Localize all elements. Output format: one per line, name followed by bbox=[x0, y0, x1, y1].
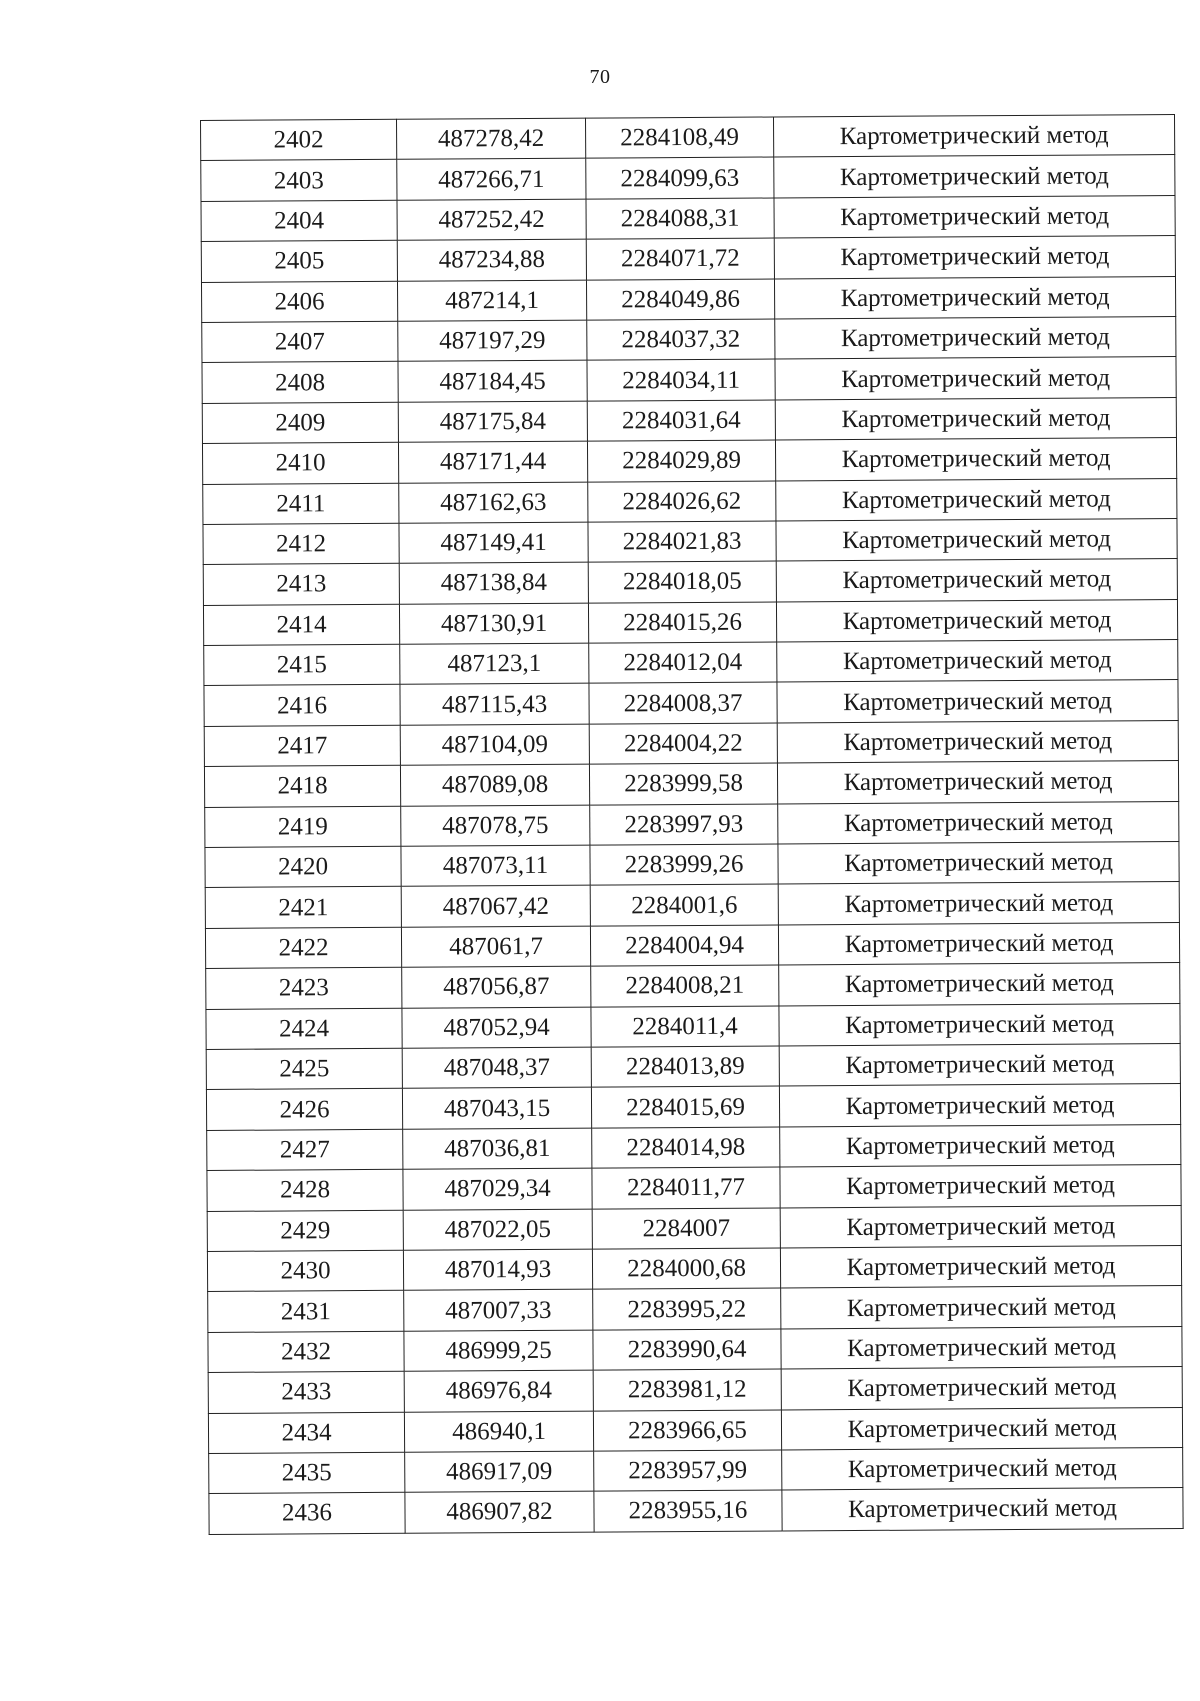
x-coordinate-cell: 487048,37 bbox=[402, 1047, 591, 1089]
x-coordinate-cell: 487162,63 bbox=[399, 482, 588, 524]
point-number-cell: 2412 bbox=[203, 523, 399, 565]
point-number-cell: 2402 bbox=[201, 119, 397, 161]
method-cell: Картометрический метод bbox=[778, 801, 1179, 844]
method-cell: Картометрический метод bbox=[780, 1165, 1181, 1208]
table-row bbox=[205, 882, 1179, 928]
coordinates-table bbox=[200, 114, 1184, 1535]
y-coordinate-cell: 2283955,16 bbox=[594, 1490, 782, 1532]
table-row bbox=[208, 1326, 1182, 1372]
table-row bbox=[206, 1003, 1180, 1049]
point-number-cell: 2411 bbox=[203, 483, 399, 525]
x-coordinate-cell: 487115,43 bbox=[400, 684, 589, 726]
method-cell: Картометрический метод bbox=[778, 922, 1179, 965]
method-cell: Картометрический метод bbox=[781, 1286, 1182, 1329]
point-number-cell: 2424 bbox=[206, 1008, 402, 1050]
x-coordinate-cell: 487214,1 bbox=[397, 280, 586, 322]
table-row bbox=[201, 195, 1175, 241]
y-coordinate-cell: 2284004,94 bbox=[590, 925, 778, 967]
x-coordinate-cell: 487175,84 bbox=[398, 401, 587, 443]
method-cell: Картометрический метод bbox=[781, 1407, 1182, 1450]
y-coordinate-cell: 2284007 bbox=[592, 1208, 780, 1250]
y-coordinate-cell: 2284049,86 bbox=[586, 279, 774, 321]
x-coordinate-cell: 487278,42 bbox=[396, 118, 585, 160]
y-coordinate-cell: 2284012,04 bbox=[589, 642, 777, 684]
x-coordinate-cell: 487149,41 bbox=[399, 522, 588, 564]
x-coordinate-cell: 487130,91 bbox=[399, 603, 588, 645]
table-row bbox=[201, 236, 1175, 282]
y-coordinate-cell: 2283995,22 bbox=[593, 1288, 781, 1330]
y-coordinate-cell: 2284108,49 bbox=[585, 117, 773, 159]
table-row bbox=[203, 559, 1177, 605]
table-row bbox=[202, 357, 1176, 403]
table-row bbox=[207, 1205, 1181, 1251]
y-coordinate-cell: 2284031,64 bbox=[587, 400, 775, 442]
x-coordinate-cell: 487022,05 bbox=[403, 1209, 592, 1251]
method-cell: Картометрический метод bbox=[773, 115, 1174, 158]
method-cell: Картометрический метод bbox=[775, 357, 1176, 400]
point-number-cell: 2426 bbox=[206, 1089, 402, 1131]
point-number-cell: 2434 bbox=[208, 1412, 404, 1454]
method-cell: Картометрический метод bbox=[776, 559, 1177, 602]
point-number-cell: 2416 bbox=[204, 685, 400, 727]
y-coordinate-cell: 2284011,4 bbox=[591, 1006, 779, 1048]
x-coordinate-cell: 487123,1 bbox=[400, 643, 589, 685]
x-coordinate-cell: 487036,81 bbox=[403, 1128, 592, 1170]
point-number-cell: 2410 bbox=[202, 442, 398, 484]
table-row bbox=[201, 155, 1175, 201]
method-cell: Картометрический метод bbox=[780, 1205, 1181, 1248]
y-coordinate-cell: 2284029,89 bbox=[587, 440, 775, 482]
method-cell: Картометрический метод bbox=[782, 1447, 1183, 1490]
x-coordinate-cell: 487067,42 bbox=[401, 886, 590, 928]
x-coordinate-cell: 487052,94 bbox=[402, 1007, 591, 1049]
y-coordinate-cell: 2283981,12 bbox=[593, 1369, 781, 1411]
y-coordinate-cell: 2283990,64 bbox=[593, 1329, 781, 1371]
point-number-cell: 2420 bbox=[205, 846, 401, 888]
method-cell: Картометрический метод bbox=[775, 397, 1176, 440]
table-row bbox=[201, 115, 1175, 161]
table-row bbox=[208, 1286, 1182, 1332]
point-number-cell: 2419 bbox=[205, 806, 401, 848]
x-coordinate-cell: 487104,09 bbox=[400, 724, 589, 766]
x-coordinate-cell: 487007,33 bbox=[404, 1289, 593, 1331]
y-coordinate-cell: 2284015,26 bbox=[588, 602, 776, 644]
y-coordinate-cell: 2284013,89 bbox=[591, 1046, 779, 1088]
x-coordinate-cell: 487056,87 bbox=[402, 966, 591, 1008]
table-row bbox=[209, 1447, 1183, 1493]
x-coordinate-cell: 486999,25 bbox=[404, 1330, 593, 1372]
point-number-cell: 2421 bbox=[205, 887, 401, 929]
x-coordinate-cell: 487184,45 bbox=[398, 360, 587, 402]
table-row bbox=[207, 1245, 1181, 1291]
x-coordinate-cell: 487078,75 bbox=[401, 805, 590, 847]
point-number-cell: 2429 bbox=[207, 1210, 403, 1252]
y-coordinate-cell: 2284000,68 bbox=[592, 1248, 780, 1290]
table-row bbox=[203, 599, 1177, 645]
y-coordinate-cell: 2284034,11 bbox=[587, 359, 775, 401]
method-cell: Картометрический метод bbox=[781, 1326, 1182, 1369]
table-row bbox=[206, 1084, 1180, 1130]
point-number-cell: 2418 bbox=[204, 766, 400, 808]
point-number-cell: 2404 bbox=[201, 200, 397, 242]
method-cell: Картометрический метод bbox=[780, 1245, 1181, 1288]
point-number-cell: 2435 bbox=[209, 1452, 405, 1494]
table-row bbox=[206, 963, 1180, 1009]
y-coordinate-cell: 2284004,22 bbox=[589, 723, 777, 765]
table-row bbox=[208, 1407, 1182, 1453]
point-number-cell: 2415 bbox=[204, 644, 400, 686]
y-coordinate-cell: 2283999,58 bbox=[589, 763, 777, 805]
method-cell: Картометрический метод bbox=[776, 478, 1177, 521]
point-number-cell: 2406 bbox=[201, 281, 397, 323]
table-row bbox=[205, 922, 1179, 968]
table-row bbox=[208, 1367, 1182, 1413]
method-cell: Картометрический метод bbox=[775, 438, 1176, 481]
method-cell: Картометрический метод bbox=[776, 599, 1177, 642]
point-number-cell: 2427 bbox=[207, 1129, 403, 1171]
y-coordinate-cell: 2284037,32 bbox=[587, 319, 775, 361]
table-row bbox=[202, 438, 1176, 484]
method-cell: Картометрический метод bbox=[777, 761, 1178, 804]
method-cell: Картометрический метод bbox=[777, 640, 1178, 683]
x-coordinate-cell: 486976,84 bbox=[404, 1370, 593, 1412]
point-number-cell: 2433 bbox=[208, 1371, 404, 1413]
point-number-cell: 2430 bbox=[207, 1250, 403, 1292]
table-row bbox=[204, 720, 1178, 766]
table-row bbox=[201, 276, 1175, 322]
table-row bbox=[207, 1165, 1181, 1211]
x-coordinate-cell: 486917,09 bbox=[405, 1451, 594, 1493]
x-coordinate-cell: 487171,44 bbox=[398, 441, 587, 483]
point-number-cell: 2409 bbox=[202, 402, 398, 444]
y-coordinate-cell: 2284011,77 bbox=[592, 1167, 780, 1209]
x-coordinate-cell: 486907,82 bbox=[405, 1491, 594, 1533]
point-number-cell: 2431 bbox=[208, 1291, 404, 1333]
y-coordinate-cell: 2284071,72 bbox=[586, 238, 774, 280]
method-cell: Картометрический метод bbox=[779, 963, 1180, 1006]
x-coordinate-cell: 487197,29 bbox=[398, 320, 587, 362]
point-number-cell: 2436 bbox=[209, 1493, 405, 1535]
y-coordinate-cell: 2284018,05 bbox=[588, 561, 776, 603]
method-cell: Картометрический метод bbox=[778, 882, 1179, 925]
x-coordinate-cell: 487061,7 bbox=[401, 926, 590, 968]
table-row bbox=[204, 640, 1178, 686]
point-number-cell: 2407 bbox=[202, 321, 398, 363]
method-cell: Картометрический метод bbox=[777, 720, 1178, 763]
y-coordinate-cell: 2284021,83 bbox=[588, 521, 776, 563]
table-row bbox=[202, 397, 1176, 443]
table-row bbox=[206, 1044, 1180, 1090]
table-row bbox=[207, 1124, 1181, 1170]
table-row bbox=[203, 518, 1177, 564]
point-number-cell: 2422 bbox=[205, 927, 401, 969]
x-coordinate-cell: 487089,08 bbox=[400, 764, 589, 806]
method-cell: Картометрический метод bbox=[779, 1003, 1180, 1046]
point-number-cell: 2413 bbox=[203, 564, 399, 606]
y-coordinate-cell: 2284001,6 bbox=[590, 884, 778, 926]
method-cell: Картометрический метод bbox=[775, 316, 1176, 359]
method-cell: Картометрический метод bbox=[776, 518, 1177, 561]
method-cell: Картометрический метод bbox=[774, 155, 1175, 198]
x-coordinate-cell: 487266,71 bbox=[397, 159, 586, 201]
x-coordinate-cell: 487073,11 bbox=[401, 845, 590, 887]
method-cell: Картометрический метод bbox=[774, 236, 1175, 279]
point-number-cell: 2417 bbox=[204, 725, 400, 767]
table-row bbox=[204, 680, 1178, 726]
point-number-cell: 2405 bbox=[201, 240, 397, 282]
y-coordinate-cell: 2283957,99 bbox=[594, 1450, 782, 1492]
method-cell: Картометрический метод bbox=[781, 1367, 1182, 1410]
point-number-cell: 2428 bbox=[207, 1169, 403, 1211]
table-row bbox=[209, 1488, 1183, 1534]
method-cell: Картометрический метод bbox=[774, 276, 1175, 319]
y-coordinate-cell: 2283999,26 bbox=[590, 844, 778, 886]
x-coordinate-cell: 486940,1 bbox=[404, 1411, 593, 1453]
method-cell: Картометрический метод bbox=[782, 1488, 1183, 1531]
point-number-cell: 2414 bbox=[203, 604, 399, 646]
y-coordinate-cell: 2283966,65 bbox=[593, 1409, 781, 1451]
x-coordinate-cell: 487234,88 bbox=[397, 239, 586, 281]
page-number: 70 bbox=[589, 66, 611, 88]
y-coordinate-cell: 2284099,63 bbox=[586, 157, 774, 199]
point-number-cell: 2403 bbox=[201, 160, 397, 202]
x-coordinate-cell: 487014,93 bbox=[403, 1249, 592, 1291]
y-coordinate-cell: 2284088,31 bbox=[586, 198, 774, 240]
y-coordinate-cell: 2283997,93 bbox=[590, 804, 778, 846]
point-number-cell: 2408 bbox=[202, 362, 398, 404]
method-cell: Картометрический метод bbox=[778, 842, 1179, 885]
point-number-cell: 2425 bbox=[206, 1048, 402, 1090]
x-coordinate-cell: 487138,84 bbox=[399, 562, 588, 604]
x-coordinate-cell: 487252,42 bbox=[397, 199, 586, 241]
method-cell: Картометрический метод bbox=[779, 1044, 1180, 1087]
method-cell: Картометрический метод bbox=[774, 195, 1175, 238]
table-row bbox=[204, 761, 1178, 807]
y-coordinate-cell: 2284008,37 bbox=[589, 682, 777, 724]
table-row bbox=[205, 842, 1179, 888]
point-number-cell: 2423 bbox=[206, 967, 402, 1009]
table-row bbox=[202, 316, 1176, 362]
x-coordinate-cell: 487043,15 bbox=[402, 1088, 591, 1130]
point-number-cell: 2432 bbox=[208, 1331, 404, 1373]
y-coordinate-cell: 2284026,62 bbox=[588, 481, 776, 523]
method-cell: Картометрический метод bbox=[777, 680, 1178, 723]
table-row bbox=[205, 801, 1179, 847]
y-coordinate-cell: 2284008,21 bbox=[591, 965, 779, 1007]
method-cell: Картометрический метод bbox=[779, 1084, 1180, 1127]
method-cell: Картометрический метод bbox=[780, 1124, 1181, 1167]
y-coordinate-cell: 2284015,69 bbox=[591, 1086, 779, 1128]
coordinates-table-body bbox=[201, 115, 1184, 1535]
table-row bbox=[203, 478, 1177, 524]
x-coordinate-cell: 487029,34 bbox=[403, 1168, 592, 1210]
y-coordinate-cell: 2284014,98 bbox=[592, 1127, 780, 1169]
